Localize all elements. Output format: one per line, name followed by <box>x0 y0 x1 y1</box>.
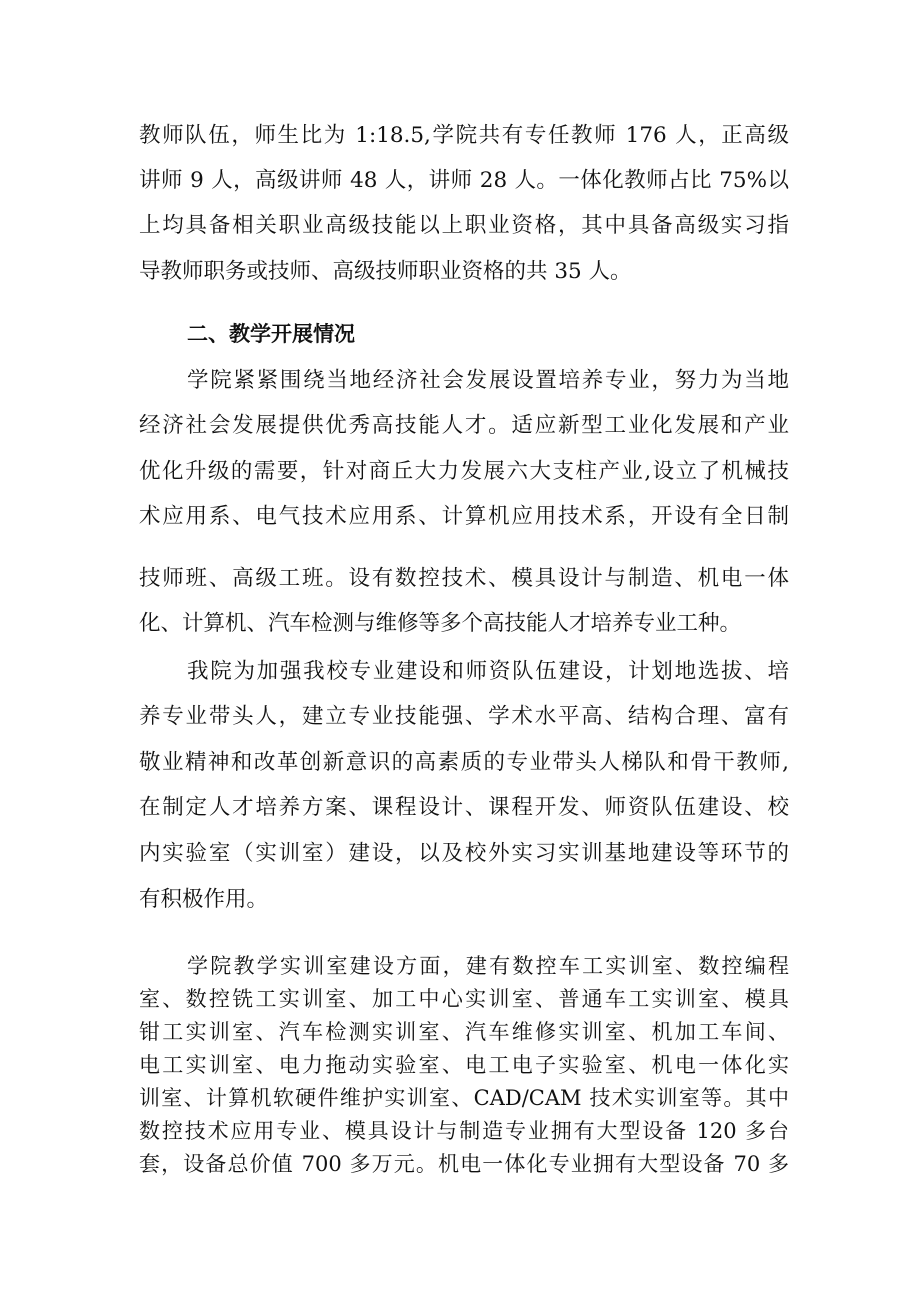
paragraph-2-line-4: 术应用系、电气技术应用系、计算机应用技术系，开设有全日制 <box>139 504 789 529</box>
paragraph-4-line-4: 电工实训室、电力拖动实验室、电工电子实验室、机电一体化实 <box>139 1053 789 1077</box>
paragraph-3-line-2: 养专业带头人，建立专业技能强、学术水平高、结构合理、富有 <box>139 704 789 729</box>
paragraph-4-line-3: 钳工实训室、汽车检测实训室、汽车维修实训室、机加工车间、 <box>139 1020 789 1044</box>
paragraph-3-line-3: 敬业精神和改革创新意识的高素质的专业带头人梯队和骨干教师, <box>139 750 789 775</box>
paragraph-2-line-3: 优化升级的需要，针对商丘大力发展六大支柱产业,设立了机械技 <box>139 459 789 484</box>
paragraph-4-line-6: 数控技术应用专业、模具设计与制造专业拥有大型设备 120 多台 <box>139 1119 789 1143</box>
paragraph-3-line-1: 我院为加强我校专业建设和师资队伍建设，计划地选拔、培 <box>187 659 789 684</box>
paragraph-2-line-1: 学院紧紧围绕当地经济社会发展设置培养专业，努力为当地 <box>187 368 789 393</box>
paragraph-4-line-7: 套，设备总价值 700 多万元。机电一体化专业拥有大型设备 70 多 <box>139 1152 789 1176</box>
paragraph-3-line-4: 在制定人才培养方案、课程设计、课程开发、师资队伍建设、校 <box>139 795 789 820</box>
section-heading: 二、教学开展情况 <box>187 322 355 346</box>
paragraph-4-line-5: 训室、计算机软硬件维护实训室、CAD/CAM 技术实训室等。其中 <box>139 1086 789 1110</box>
paragraph-3-line-6: 有积极作用。 <box>139 887 269 912</box>
paragraph-2-line-2: 经济社会发展提供优秀高技能人才。适应新型工业化发展和产业 <box>139 413 789 438</box>
paragraph-2-line-5: 技师班、高级工班。设有数控技术、模具设计与制造、机电一体 <box>139 566 789 591</box>
paragraph-1-line-3: 上均具备相关职业高级技能以上职业资格，其中具备高级实习指 <box>139 213 789 238</box>
paragraph-1-line-4: 导教师职务或技师、高级技师职业资格的共 35 人。 <box>139 259 632 284</box>
paragraph-4-line-1: 学院教学实训室建设方面，建有数控车工实训室、数控编程 <box>187 954 789 978</box>
paragraph-2-line-6: 化、计算机、汽车检测与维修等多个高技能人才培养专业工种。 <box>139 611 742 636</box>
paragraph-1-line-2: 讲师 9 人，高级讲师 48 人，讲师 28 人。一体化教师占比 75%以 <box>139 168 789 193</box>
paragraph-4-line-2: 室、数控铣工实训室、加工中心实训室、普通车工实训室、模具 <box>139 987 789 1011</box>
paragraph-3-line-5: 内实验室（实训室）建设，以及校外实习实训基地建设等环节的 <box>139 841 789 866</box>
paragraph-1-line-1: 教师队伍，师生比为 1:18.5,学院共有专任教师 176 人，正高级 <box>139 123 789 148</box>
